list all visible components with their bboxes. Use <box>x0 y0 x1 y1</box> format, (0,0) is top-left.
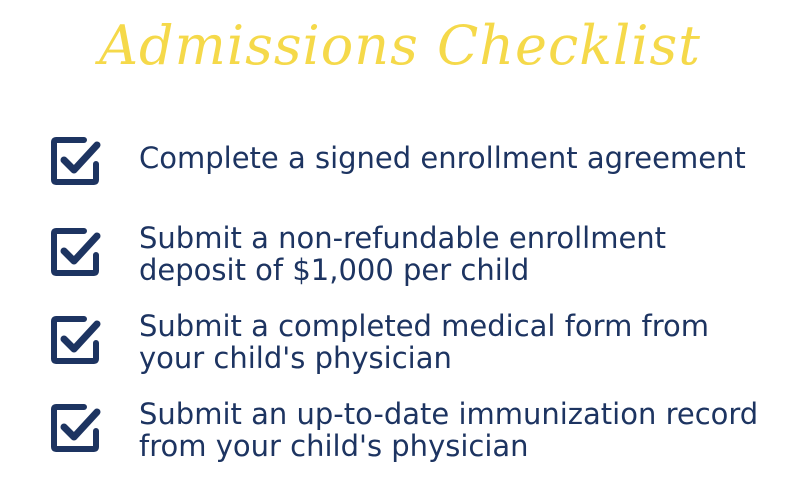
checklist-item-text: from your child's physician <box>139 429 529 463</box>
checked-box-icon <box>48 134 102 188</box>
checked-box-icon <box>48 225 102 279</box>
checklist-item-text: deposit of $1,000 per child <box>139 253 530 287</box>
checked-box-icon <box>48 313 102 367</box>
checklist-item-text: your child's physician <box>139 341 452 375</box>
checklist-item-text: Submit a completed medical form from <box>139 309 710 343</box>
checked-box-icon <box>48 401 102 455</box>
checklist-item-text: Submit an up-to-date immunization record <box>139 397 759 431</box>
checklist-title: Admissions Checklist <box>99 14 701 77</box>
checklist-item-text: Submit a non-refundable enrollment <box>139 221 667 255</box>
checklist-item-text: Complete a signed enrollment agreement <box>139 141 746 175</box>
